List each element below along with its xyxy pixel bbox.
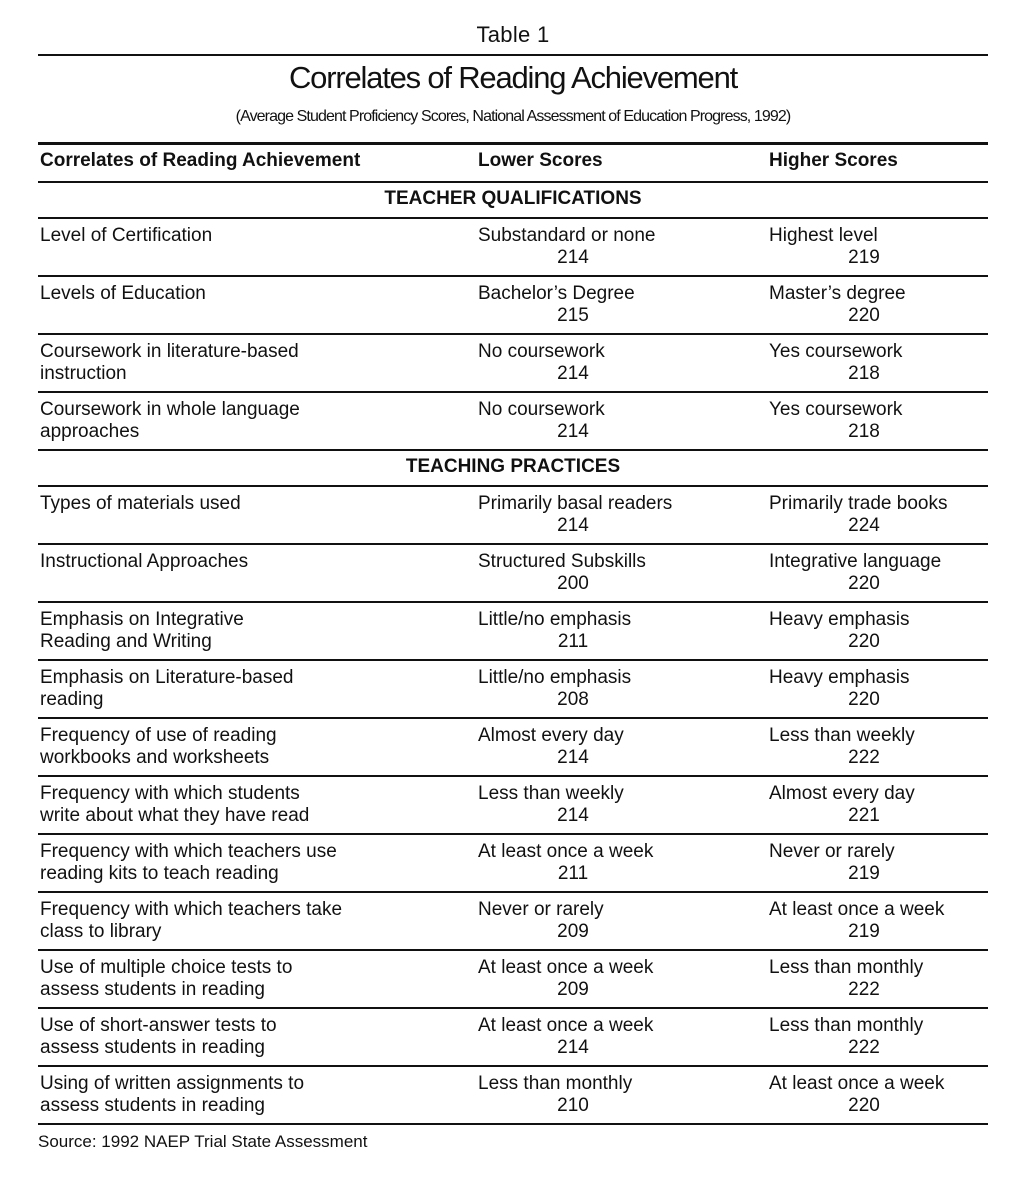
table-row bbox=[38, 219, 988, 277]
higher-score-value: 219 bbox=[848, 863, 880, 884]
lower-score-value: 214 bbox=[557, 805, 589, 826]
correlate-cell bbox=[40, 957, 440, 1001]
higher-score-cell bbox=[769, 841, 988, 885]
correlate-text: Emphasis on Literature-based bbox=[40, 667, 294, 688]
correlate-cell bbox=[40, 899, 440, 943]
lower-score-label: Never or rarely bbox=[478, 899, 604, 920]
table-title: Correlates of Reading Achievement bbox=[288, 60, 738, 95]
higher-score-label: Heavy emphasis bbox=[769, 667, 910, 688]
lower-score-value: 200 bbox=[557, 573, 589, 594]
higher-score-value: 219 bbox=[848, 921, 880, 942]
lower-score-cell bbox=[478, 841, 728, 885]
higher-score-label: Less than monthly bbox=[769, 957, 924, 978]
higher-score-value: 220 bbox=[848, 631, 880, 652]
lower-score-label: Substandard or none bbox=[478, 225, 656, 246]
higher-score-cell bbox=[769, 1073, 988, 1117]
table-row bbox=[38, 951, 988, 1009]
higher-score-value: 221 bbox=[848, 805, 880, 826]
correlate-text: assess students in reading bbox=[40, 979, 265, 1000]
table-subtitle: (Average Student Proficiency Scores, National Assessment of Education Progress, 1992) bbox=[235, 108, 791, 125]
higher-score-label: Less than monthly bbox=[769, 1015, 924, 1036]
correlate-text: Coursework in literature-based bbox=[40, 341, 299, 362]
correlate-text: assess students in reading bbox=[40, 1037, 265, 1058]
lower-score-value: 208 bbox=[557, 689, 589, 710]
higher-score-label: Primarily trade books bbox=[769, 493, 948, 514]
lower-score-label: Little/no emphasis bbox=[478, 667, 632, 688]
lower-score-cell bbox=[478, 341, 728, 385]
source-note: Source: 1992 NAEP Trial State Assessment bbox=[38, 1132, 368, 1151]
correlate-text: Use of short-answer tests to bbox=[40, 1015, 277, 1036]
lower-score-label: At least once a week bbox=[478, 957, 654, 978]
lower-score-label: Almost every day bbox=[478, 725, 624, 746]
higher-score-value: 218 bbox=[848, 421, 880, 442]
higher-score-cell bbox=[769, 225, 988, 269]
higher-score-value: 219 bbox=[848, 247, 880, 268]
higher-score-label: Yes coursework bbox=[769, 399, 903, 420]
lower-score-label: At least once a week bbox=[478, 1015, 654, 1036]
lower-score-cell bbox=[478, 551, 728, 595]
table-row bbox=[38, 1067, 988, 1125]
higher-score-label: Highest level bbox=[769, 225, 878, 246]
lower-score-cell bbox=[478, 725, 728, 769]
higher-score-cell bbox=[769, 667, 988, 711]
higher-score-value: 220 bbox=[848, 689, 880, 710]
correlate-text: reading kits to teach reading bbox=[40, 863, 279, 884]
correlate-text: reading bbox=[40, 689, 104, 710]
correlate-text: Level of Certification bbox=[40, 225, 213, 246]
lower-score-label: Primarily basal readers bbox=[478, 493, 673, 514]
lower-score-cell bbox=[478, 1015, 728, 1059]
table-row bbox=[38, 661, 988, 719]
correlate-text: Reading and Writing bbox=[40, 631, 212, 652]
correlate-text: instruction bbox=[40, 363, 127, 384]
higher-score-value: 220 bbox=[848, 573, 880, 594]
higher-score-label: Master’s degree bbox=[769, 283, 906, 304]
correlate-text: Instructional Approaches bbox=[40, 551, 249, 572]
lower-score-value: 214 bbox=[557, 747, 589, 768]
higher-score-cell bbox=[769, 609, 988, 653]
section-title: TEACHING PRACTICES bbox=[405, 456, 621, 477]
correlate-cell bbox=[40, 1015, 440, 1059]
header-correlates: Correlates of Reading Achievement bbox=[40, 150, 361, 171]
lower-score-label: No coursework bbox=[478, 399, 605, 420]
header-top-rule bbox=[38, 142, 988, 145]
lower-score-value: 209 bbox=[557, 979, 589, 1000]
higher-score-value: 220 bbox=[848, 1095, 880, 1116]
higher-score-cell bbox=[769, 283, 988, 327]
correlate-text: Use of multiple choice tests to bbox=[40, 957, 293, 978]
table-row bbox=[38, 1009, 988, 1067]
higher-score-cell bbox=[769, 725, 988, 769]
correlate-cell bbox=[40, 783, 440, 827]
table-row bbox=[38, 835, 988, 893]
higher-score-cell bbox=[769, 341, 988, 385]
correlate-text: approaches bbox=[40, 421, 140, 442]
lower-score-value: 214 bbox=[557, 247, 589, 268]
lower-score-value: 214 bbox=[557, 421, 589, 442]
row-rule bbox=[38, 449, 988, 451]
correlate-text: Frequency with which students bbox=[40, 783, 300, 804]
higher-score-cell bbox=[769, 399, 988, 443]
correlate-text: Frequency with which teachers use bbox=[40, 841, 337, 862]
correlate-text: Coursework in whole language bbox=[40, 399, 300, 420]
higher-score-cell bbox=[769, 493, 988, 537]
correlate-text: Frequency with which teachers take bbox=[40, 899, 343, 920]
correlate-cell bbox=[40, 1073, 440, 1117]
lower-score-cell bbox=[478, 609, 728, 653]
higher-score-label: At least once a week bbox=[769, 899, 945, 920]
higher-score-cell bbox=[769, 957, 988, 1001]
header-higher-scores: Higher Scores bbox=[769, 150, 898, 171]
correlate-text: Using of written assignments to bbox=[40, 1073, 305, 1094]
lower-score-label: At least once a week bbox=[478, 841, 654, 862]
lower-score-value: 214 bbox=[557, 363, 589, 384]
higher-score-label: Never or rarely bbox=[769, 841, 895, 862]
section-rule bbox=[38, 181, 988, 183]
lower-score-label: Less than weekly bbox=[478, 783, 624, 804]
lower-score-cell bbox=[478, 783, 728, 827]
correlate-text: workbooks and worksheets bbox=[40, 747, 270, 768]
row-rule bbox=[38, 1123, 988, 1125]
lower-score-value: 210 bbox=[557, 1095, 589, 1116]
correlate-text: write about what they have read bbox=[40, 805, 310, 826]
higher-score-label: Less than weekly bbox=[769, 725, 915, 746]
top-rule bbox=[38, 54, 988, 56]
table-row bbox=[38, 603, 988, 661]
correlate-text: Levels of Education bbox=[40, 283, 206, 304]
correlate-cell bbox=[40, 493, 440, 515]
lower-score-value: 211 bbox=[557, 631, 589, 652]
correlate-cell bbox=[40, 399, 440, 443]
higher-score-value: 218 bbox=[848, 363, 880, 384]
higher-score-value: 220 bbox=[848, 305, 880, 326]
table-row bbox=[38, 487, 988, 545]
lower-score-value: 209 bbox=[557, 921, 589, 942]
correlate-text: Emphasis on Integrative bbox=[40, 609, 244, 630]
document-page bbox=[38, 0, 988, 1182]
higher-score-label: At least once a week bbox=[769, 1073, 945, 1094]
higher-score-label: Integrative language bbox=[769, 551, 942, 572]
section-title: TEACHER QUALIFICATIONS bbox=[384, 188, 642, 209]
higher-score-value: 222 bbox=[848, 1037, 880, 1058]
lower-score-cell bbox=[478, 225, 728, 269]
table-label: Table 1 bbox=[476, 22, 550, 47]
table-row bbox=[38, 777, 988, 835]
lower-score-cell bbox=[478, 399, 728, 443]
lower-score-label: No coursework bbox=[478, 341, 605, 362]
higher-score-cell bbox=[769, 899, 988, 943]
higher-score-cell bbox=[769, 551, 988, 595]
higher-score-label: Almost every day bbox=[769, 783, 915, 804]
header-lower-scores: Lower Scores bbox=[478, 150, 603, 171]
correlate-cell bbox=[40, 283, 440, 305]
lower-score-label: Bachelor’s Degree bbox=[478, 283, 635, 304]
table-row bbox=[38, 545, 988, 603]
lower-score-cell bbox=[478, 283, 728, 327]
lower-score-cell bbox=[478, 899, 728, 943]
correlate-cell bbox=[40, 609, 440, 653]
table-row bbox=[38, 335, 988, 393]
correlate-cell bbox=[40, 225, 440, 247]
correlate-text: class to library bbox=[40, 921, 162, 942]
lower-score-cell bbox=[478, 1073, 728, 1117]
table-row bbox=[38, 893, 988, 951]
higher-score-label: Heavy emphasis bbox=[769, 609, 910, 630]
higher-score-value: 222 bbox=[848, 747, 880, 768]
higher-score-value: 224 bbox=[848, 515, 880, 536]
correlate-cell bbox=[40, 667, 440, 711]
lower-score-value: 211 bbox=[557, 863, 589, 884]
lower-score-label: Less than monthly bbox=[478, 1073, 633, 1094]
correlate-text: Types of materials used bbox=[40, 493, 241, 514]
table-row bbox=[38, 393, 988, 451]
higher-score-label: Yes coursework bbox=[769, 341, 903, 362]
correlate-text: assess students in reading bbox=[40, 1095, 265, 1116]
table-row bbox=[38, 277, 988, 335]
higher-score-cell bbox=[769, 1015, 988, 1059]
correlate-cell bbox=[40, 725, 440, 769]
higher-score-value: 222 bbox=[848, 979, 880, 1000]
lower-score-cell bbox=[478, 957, 728, 1001]
lower-score-value: 214 bbox=[557, 515, 589, 536]
lower-score-label: Structured Subskills bbox=[478, 551, 646, 572]
higher-score-cell bbox=[769, 783, 988, 827]
correlate-cell bbox=[40, 841, 440, 885]
lower-score-cell bbox=[478, 667, 728, 711]
lower-score-cell bbox=[478, 493, 728, 537]
lower-score-value: 214 bbox=[557, 1037, 589, 1058]
table-row bbox=[38, 719, 988, 777]
lower-score-label: Little/no emphasis bbox=[478, 609, 632, 630]
correlate-cell bbox=[40, 551, 440, 573]
correlate-text: Frequency of use of reading bbox=[40, 725, 277, 746]
correlate-cell bbox=[40, 341, 440, 385]
lower-score-value: 215 bbox=[557, 305, 589, 326]
